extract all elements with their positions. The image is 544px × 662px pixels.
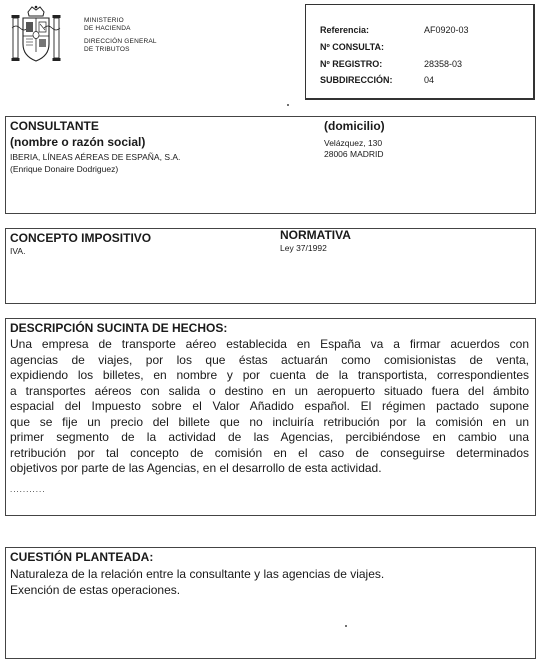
cuestion-line: Naturaleza de la relación entre la consultante y las agencias de viajes. <box>10 567 385 581</box>
hechos-line: expidiendo los billetes, en nombre y por cuenta de la transportista, correspondientes <box>10 368 529 382</box>
hechos-box <box>5 318 536 516</box>
coat-of-arms-logo <box>10 4 62 66</box>
scan-speck <box>345 625 347 627</box>
ministry-line: MINISTERIO <box>84 17 124 24</box>
hechos-line: Una empresa de transporte aéreo establecida en España va a firmar acuerdos con <box>10 337 529 351</box>
consultante-box <box>5 116 536 214</box>
address-line: Velázquez, 130 <box>324 138 383 148</box>
referencia-value: AF0920-03 <box>424 25 469 35</box>
concepto-box <box>5 228 536 304</box>
hechos-line: agencias de viajes, por los que éstas actuarán como comisionistas de venta, <box>10 352 529 367</box>
domicilio-title: (domicilio) <box>324 119 385 133</box>
subdireccion-value: 04 <box>424 75 435 85</box>
hechos-line: a transportes aéreos con salida o destino en un aeropuerto situado fuera del ámbito <box>10 383 529 398</box>
hechos-line: que se fije un precio del billete que no incluiría retribución por la comisión en un <box>10 414 529 429</box>
subdireccion-label: SUBDIRECCIÓN: <box>320 75 393 85</box>
concepto-title: CONCEPTO IMPOSITIVO <box>10 231 152 245</box>
hechos-text <box>10 337 529 477</box>
consultante-name: IBERIA, LÍNEAS AÉREAS DE ESPAÑA, S.A. <box>10 152 181 162</box>
consulta-label: Nº CONSULTA: <box>320 42 384 52</box>
normativa-value: Ley 37/1992 <box>280 243 327 253</box>
hechos-line: objetivos por parte de las Agencias, en el desarrollo de esta actividad. <box>10 461 382 475</box>
consultante-subtitle: (nombre o razón social) <box>10 135 146 149</box>
direction-line: DE TRIBUTOS <box>84 45 130 53</box>
ministry-line: DE HACIENDA <box>84 24 131 32</box>
trailing-dots: ........... <box>10 485 46 494</box>
cuestion-line: Exención de estas operaciones. <box>10 583 181 597</box>
cuestion-box <box>5 547 536 659</box>
consultante-contact: (Enrique Donaire Dodriguez) <box>10 164 119 174</box>
concepto-value: IVA. <box>10 246 26 256</box>
registro-value: 28358-03 <box>424 59 463 69</box>
hechos-line: espacial del Impuesto sobre el Valor Añadido español. El régimen pactado supone <box>10 399 529 413</box>
registro-label: Nº REGISTRO: <box>320 59 383 69</box>
hechos-line: primer segmento de la actividad de las Agencias, percibiéndose en cambio una <box>10 430 529 444</box>
hechos-line: retribución por tal concepto de comisión en el caso de conseguirse determinados <box>10 445 529 460</box>
referencia-label: Referencia: <box>320 25 370 35</box>
normativa-title: NORMATIVA <box>280 228 351 242</box>
reference-box <box>305 4 535 100</box>
consultante-title: CONSULTANTE <box>10 119 99 133</box>
ministry-header <box>84 17 157 53</box>
hechos-title: DESCRIPCIÓN SUCINTA DE HECHOS: <box>10 321 228 335</box>
direction-line: DIRECCIÓN GENERAL <box>84 38 157 45</box>
scan-speck <box>287 104 289 106</box>
address-line: 28006 MADRID <box>324 149 384 159</box>
cuestion-title: CUESTIÓN PLANTEADA: <box>10 550 154 564</box>
